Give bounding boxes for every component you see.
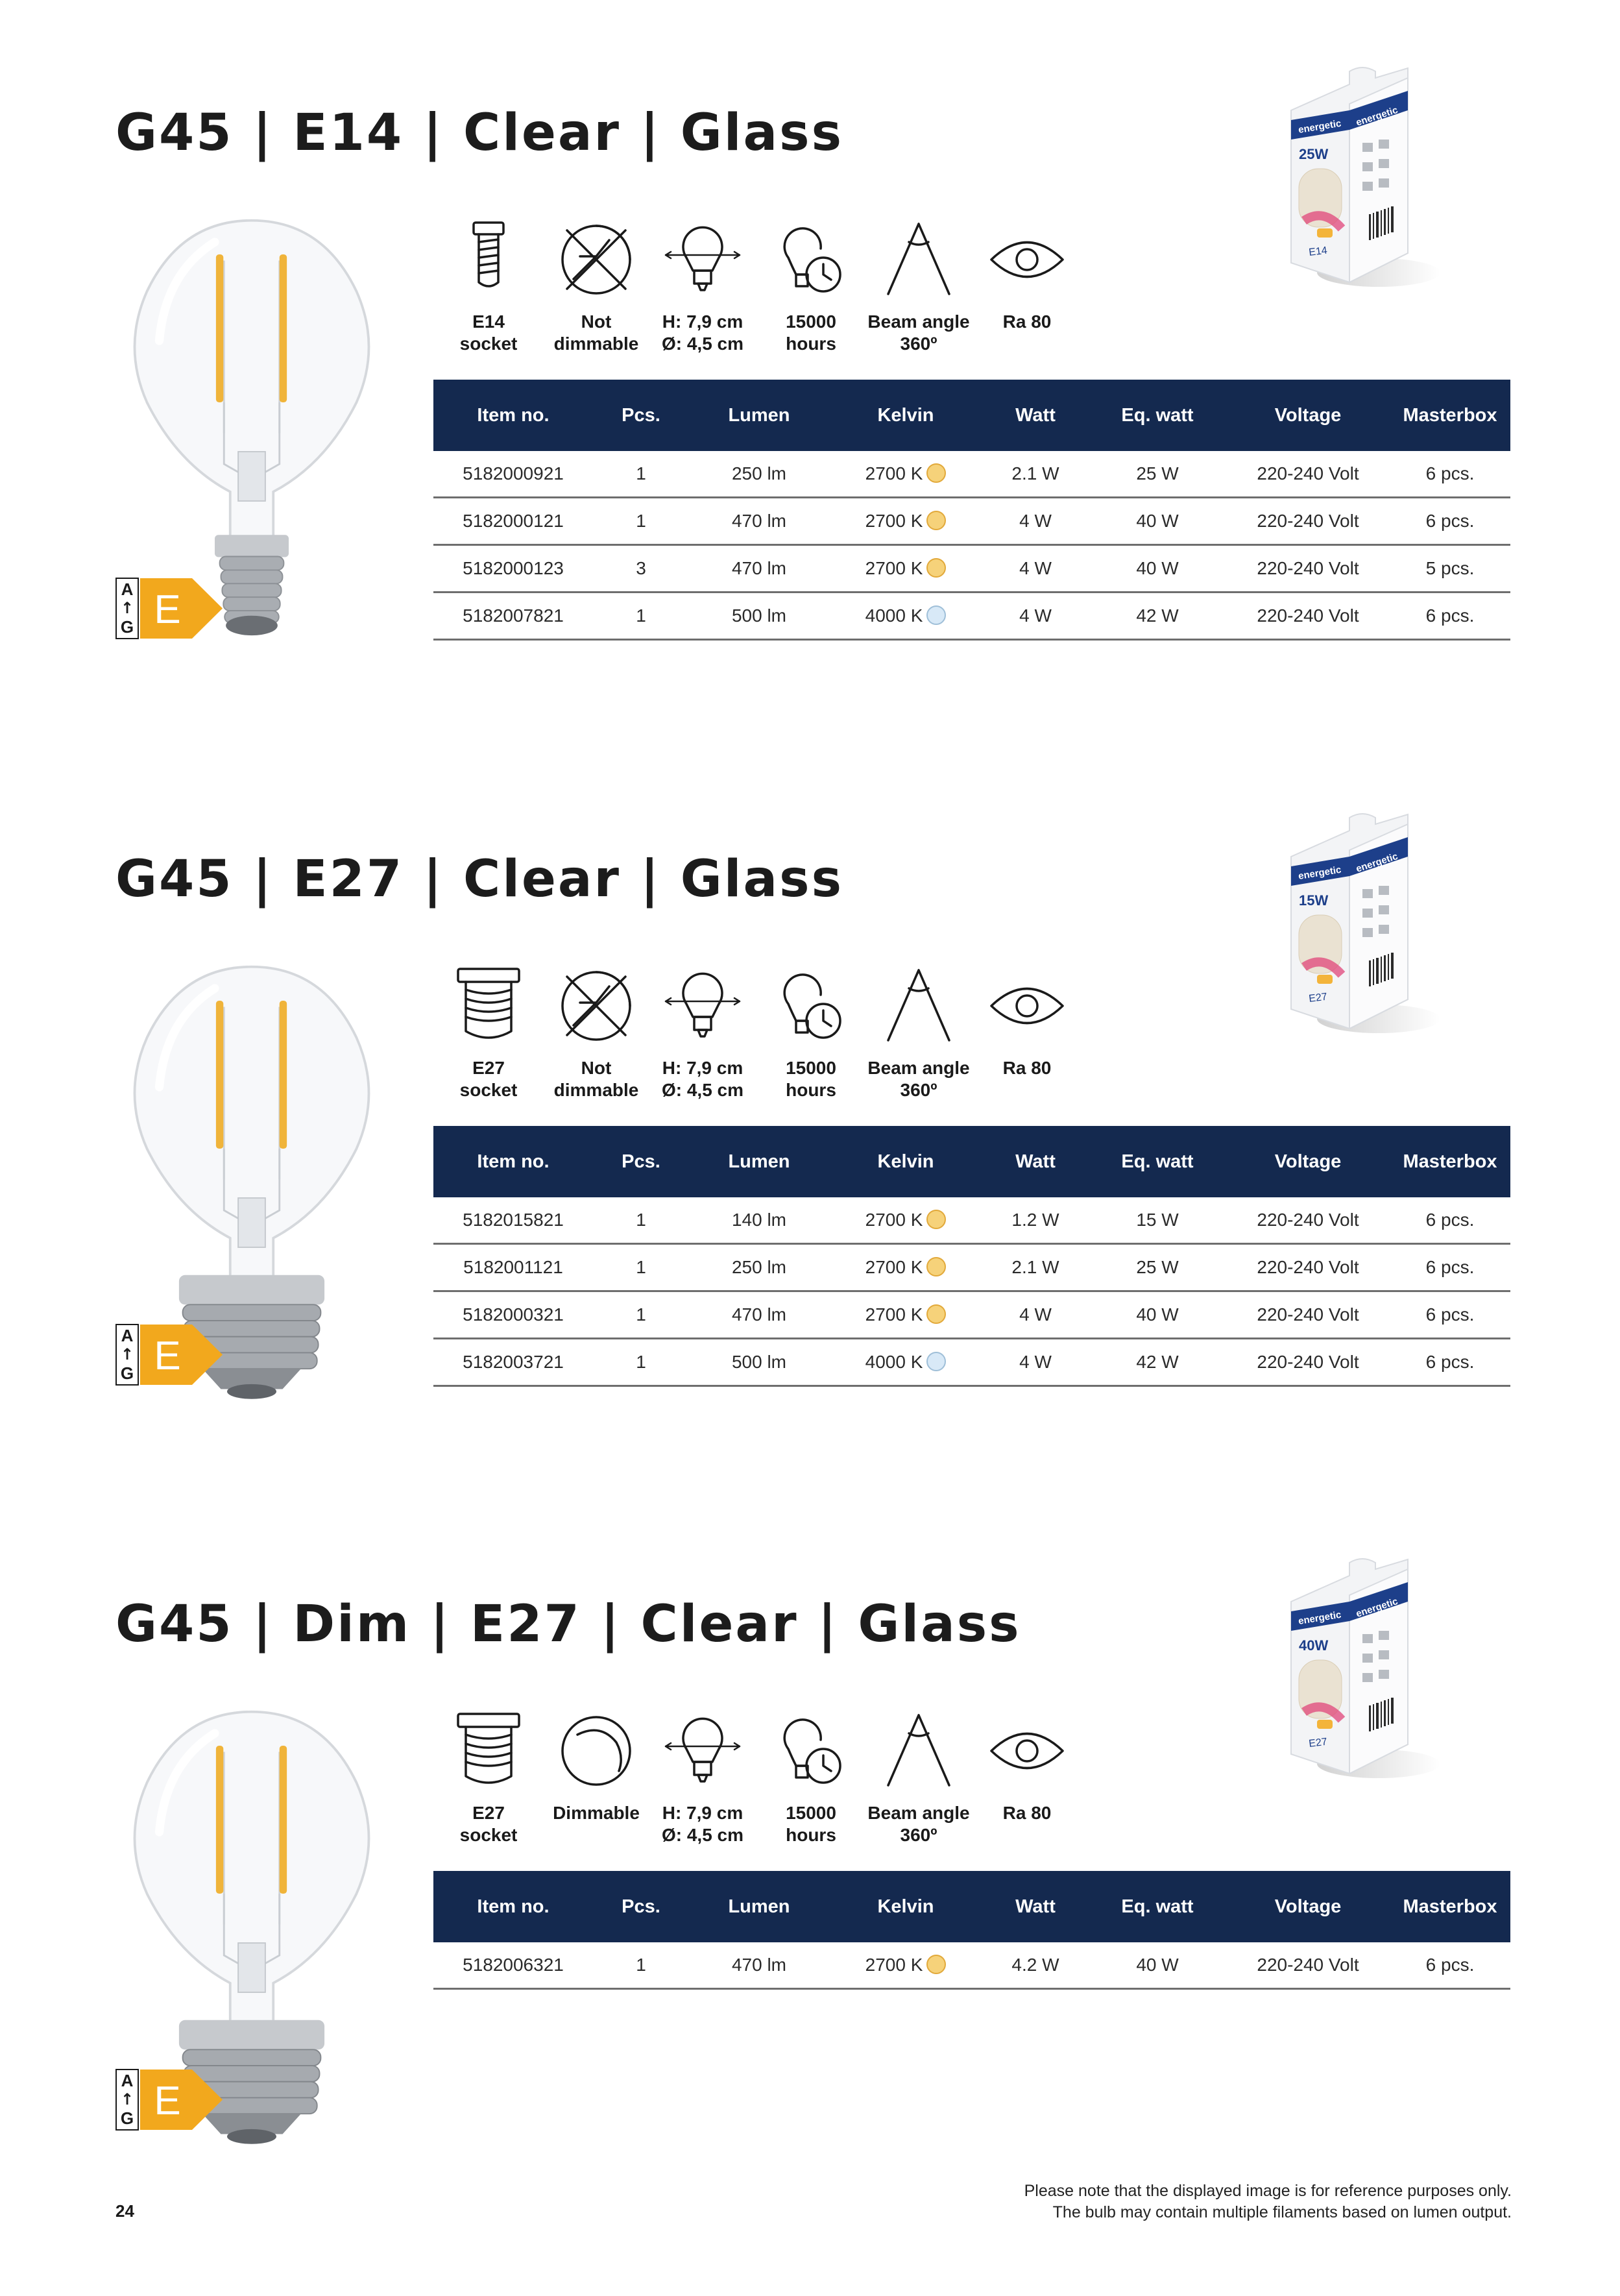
table-cell: [1089, 498, 1226, 545]
box-brand: energetic: [1297, 864, 1342, 882]
filament: [216, 1001, 223, 1149]
cell-value: 220-240 Volt: [1257, 1210, 1359, 1230]
cell-value: 2700 K: [865, 558, 923, 578]
feature-label: Beam angle 360º: [867, 1058, 970, 1100]
warm-light-icon: [926, 1257, 946, 1276]
feature-item: [647, 217, 758, 355]
warm-light-icon: [926, 1304, 946, 1324]
table-cell: [1226, 1339, 1390, 1386]
feature-item: [972, 217, 1082, 333]
energy-bottom: G: [120, 2108, 134, 2128]
product-title: G45 | E27 | Clear | Glass: [115, 850, 844, 909]
table-cell: [829, 1339, 982, 1386]
table-cell: [829, 1244, 982, 1291]
table-row: [433, 1197, 1510, 1244]
feature-item: [541, 964, 651, 1101]
cell-value: 5182006321: [463, 1955, 564, 1975]
cell-value: 4 W: [1019, 605, 1052, 626]
footnote-line: Please note that the displayed image is for reference purposes only.: [1024, 2182, 1512, 2200]
feature-label: H: 7,9 cm Ø: 4,5 cm: [661, 1803, 744, 1845]
cell-value: 6 pcs.: [1425, 1304, 1475, 1325]
table-cell: [689, 545, 829, 592]
ra-eye-icon: [972, 964, 1082, 1048]
table-cell: [433, 545, 593, 592]
table-cell: [689, 498, 829, 545]
cell-value: 6 pcs.: [1425, 1352, 1475, 1372]
cell-value: 15 W: [1136, 1210, 1179, 1230]
table-cell: [433, 592, 593, 640]
table-cell: [1226, 1244, 1390, 1291]
product-title: G45 | E14 | Clear | Glass: [115, 104, 844, 162]
feature-item: [647, 964, 758, 1101]
feature-item: [864, 964, 974, 1101]
cell-value: 1: [636, 1304, 646, 1325]
cool-light-icon: [926, 1352, 946, 1371]
table-cell: [982, 592, 1089, 640]
warm-light-icon: [926, 511, 946, 530]
table-cell: [1226, 1197, 1390, 1244]
energy-grade: E: [154, 587, 181, 632]
energy-grade: E: [154, 1334, 181, 1378]
table-cell: [593, 1291, 689, 1339]
feature-item: [864, 217, 974, 355]
cell-value: 2700 K: [865, 1304, 923, 1325]
feature-item: [864, 1709, 974, 1846]
column-header: Masterbox: [1390, 1871, 1510, 1942]
feature-item: [756, 217, 866, 355]
column-header: Watt: [982, 380, 1089, 451]
warm-light-icon: [926, 1210, 946, 1229]
feature-item: [972, 1709, 1082, 1824]
feature-icons: [433, 1709, 1082, 1871]
table-cell: [593, 545, 689, 592]
table-cell: [1089, 1942, 1226, 1989]
filament: [216, 1746, 223, 1894]
table-cell: [689, 592, 829, 640]
table-cell: [593, 592, 689, 640]
column-header: Watt: [982, 1126, 1089, 1197]
cell-value: 1: [636, 511, 646, 531]
feature-item: [541, 1709, 651, 1824]
box-brand: energetic: [1354, 104, 1399, 128]
cell-value: 470 lm: [731, 558, 787, 578]
cell-value: 4 W: [1019, 558, 1052, 578]
product-title: G45 | Dim | E27 | Clear | Glass: [115, 1595, 1021, 1654]
table-cell: [1089, 1244, 1226, 1291]
column-header: Pcs.: [593, 380, 689, 451]
cell-value: 40 W: [1136, 1304, 1179, 1325]
energy-label-badge: [115, 1324, 226, 1386]
cell-value: 2700 K: [865, 1210, 923, 1230]
box-brand: energetic: [1354, 851, 1399, 875]
beam-angle-icon: [864, 1709, 974, 1793]
table-cell: [689, 451, 829, 498]
feature-icons: [433, 217, 1082, 380]
cell-value: 140 lm: [731, 1210, 787, 1230]
box-brand: energetic: [1297, 117, 1342, 136]
column-header: Kelvin: [829, 1126, 982, 1197]
cell-value: 4 W: [1019, 1352, 1052, 1372]
lifetime-icon: [756, 964, 866, 1048]
cell-value: 4000 K: [865, 605, 923, 626]
table-cell: [982, 1291, 1089, 1339]
box-brand: energetic: [1354, 1596, 1399, 1620]
energy-arrow: ↑: [120, 1345, 134, 1363]
cell-value: 5182001121: [463, 1257, 563, 1277]
energy-top: A: [121, 580, 134, 599]
feature-label: H: 7,9 cm Ø: 4,5 cm: [661, 311, 744, 354]
table-row: [433, 498, 1510, 545]
warm-light-icon: [926, 463, 946, 483]
dimmable-icon: [541, 1709, 651, 1793]
table-cell: [1089, 1339, 1226, 1386]
feature-label: Beam angle 360º: [867, 1803, 970, 1845]
specs-table: [433, 380, 1510, 641]
cell-value: 6 pcs.: [1425, 463, 1475, 483]
table-cell: [982, 1244, 1089, 1291]
feature-item: [647, 1709, 758, 1846]
table-row: [433, 592, 1510, 640]
cell-value: 40 W: [1136, 1955, 1179, 1975]
column-header: Eq. watt: [1089, 380, 1226, 451]
feature-item: [541, 217, 651, 355]
table-cell: [1390, 545, 1510, 592]
feature-item: [756, 964, 866, 1101]
table-cell: [982, 498, 1089, 545]
table-cell: [1089, 592, 1226, 640]
cell-value: 4 W: [1019, 511, 1052, 531]
box-socket: E27: [1308, 991, 1328, 1005]
table-row: [433, 1291, 1510, 1339]
table-cell: [1390, 1291, 1510, 1339]
cell-value: 470 lm: [731, 1955, 787, 1975]
table-cell: [829, 498, 982, 545]
table-cell: [1226, 498, 1390, 545]
cell-value: 6 pcs.: [1425, 511, 1475, 531]
not-dimmable-icon: [541, 217, 651, 302]
feature-item: [433, 964, 544, 1101]
energy-label-badge: [115, 578, 226, 639]
table-cell: [593, 1942, 689, 1989]
table-cell: [689, 1197, 829, 1244]
product-section: [0, 104, 1620, 805]
cell-value: 470 lm: [731, 1304, 787, 1325]
filament: [280, 254, 287, 402]
feature-label: Ra 80: [1002, 1058, 1052, 1078]
filament: [280, 1746, 287, 1894]
table-cell: [433, 1339, 593, 1386]
table-cell: [1390, 1942, 1510, 1989]
table-cell: [689, 1291, 829, 1339]
table-cell: [1226, 545, 1390, 592]
column-header: Pcs.: [593, 1871, 689, 1942]
filament: [216, 254, 223, 402]
feature-label: E14 socket: [459, 311, 518, 354]
not-dimmable-icon: [541, 964, 651, 1048]
table-row: [433, 1339, 1510, 1386]
cell-value: 2.1 W: [1011, 1257, 1059, 1277]
cell-value: 25 W: [1136, 1257, 1179, 1277]
column-header: Voltage: [1226, 1871, 1390, 1942]
table-cell: [829, 1197, 982, 1244]
cell-value: 5182000123: [463, 558, 564, 578]
table-cell: [829, 1291, 982, 1339]
column-header: Item no.: [433, 380, 593, 451]
table-cell: [1390, 451, 1510, 498]
energy-arrow: ↑: [120, 2090, 134, 2108]
cell-value: 42 W: [1136, 1352, 1179, 1372]
cell-value: 1: [636, 1955, 646, 1975]
energy-grade-arrow: [140, 578, 223, 639]
box-brand: energetic: [1297, 1609, 1342, 1627]
table-cell: [433, 1942, 593, 1989]
table-cell: [829, 592, 982, 640]
table-cell: [1390, 1244, 1510, 1291]
feature-label: Not dimmable: [553, 1058, 639, 1100]
cell-value: 1: [636, 1352, 646, 1372]
cell-value: 1.2 W: [1011, 1210, 1059, 1230]
table-cell: [829, 451, 982, 498]
table-cell: [982, 1942, 1089, 1989]
column-header: Kelvin: [829, 380, 982, 451]
cell-value: 3: [636, 558, 646, 578]
table-header-row: [433, 1871, 1510, 1942]
cell-value: 40 W: [1136, 558, 1179, 578]
column-header: Item no.: [433, 1871, 593, 1942]
packaging-box-image: [1265, 58, 1440, 299]
table-row: [433, 1244, 1510, 1291]
cell-value: 25 W: [1136, 463, 1179, 483]
feature-label: Ra 80: [1002, 311, 1052, 332]
cell-value: 6 pcs.: [1425, 1257, 1475, 1277]
column-header: Masterbox: [1390, 1126, 1510, 1197]
specs-table: [433, 1126, 1510, 1387]
packaging-box-image: [1265, 1550, 1440, 1790]
cell-value: 220-240 Volt: [1257, 463, 1359, 483]
e27-socket-icon: [433, 1709, 544, 1793]
dimensions-icon: [647, 217, 758, 302]
cell-value: 2700 K: [865, 463, 923, 483]
table-cell: [433, 1197, 593, 1244]
cell-value: 4000 K: [865, 1352, 923, 1372]
cell-value: 6 pcs.: [1425, 1210, 1475, 1230]
feature-label: Beam angle 360º: [867, 311, 970, 354]
column-header: Lumen: [689, 1126, 829, 1197]
lifetime-icon: [756, 217, 866, 302]
feature-icons: [433, 964, 1082, 1126]
cell-value: 6 pcs.: [1425, 1955, 1475, 1975]
feature-item: [433, 1709, 544, 1846]
filament: [280, 1001, 287, 1149]
table-cell: [1089, 545, 1226, 592]
energy-top: A: [121, 1326, 134, 1345]
column-header: Watt: [982, 1871, 1089, 1942]
column-header: Eq. watt: [1089, 1871, 1226, 1942]
feature-item: [756, 1709, 866, 1846]
cell-value: 5182003721: [463, 1352, 564, 1372]
feature-label: 15000 hours: [786, 1803, 836, 1845]
cell-value: 2700 K: [865, 1257, 923, 1277]
feature-item: [972, 964, 1082, 1079]
cell-value: 220-240 Volt: [1257, 1304, 1359, 1325]
table-cell: [1390, 498, 1510, 545]
energy-arrow: ↑: [120, 599, 134, 617]
cell-value: 40 W: [1136, 511, 1179, 531]
feature-label: Dimmable: [553, 1803, 640, 1823]
cell-value: 250 lm: [731, 1257, 787, 1277]
column-header: Lumen: [689, 1871, 829, 1942]
table-cell: [433, 1291, 593, 1339]
table-cell: [1390, 1197, 1510, 1244]
energy-grade-arrow: [140, 1325, 223, 1385]
column-header: Eq. watt: [1089, 1126, 1226, 1197]
cell-value: 1: [636, 605, 646, 626]
disclaimer-footnote: [1024, 2180, 1512, 2223]
cell-value: 5182007821: [463, 605, 564, 626]
table-row: [433, 451, 1510, 498]
page-number: 24: [115, 2201, 134, 2221]
feature-label: 15000 hours: [786, 1058, 836, 1100]
cell-value: 220-240 Volt: [1257, 1955, 1359, 1975]
footnote-line: The bulb may contain multiple filaments based on lumen output.: [1052, 2203, 1512, 2221]
table-cell: [1226, 451, 1390, 498]
column-header: Kelvin: [829, 1871, 982, 1942]
table-cell: [1226, 1942, 1390, 1989]
cell-value: 4 W: [1019, 1304, 1052, 1325]
specs-table: [433, 1871, 1510, 1990]
warm-light-icon: [926, 558, 946, 578]
cell-value: 220-240 Volt: [1257, 511, 1359, 531]
box-watt: 15W: [1299, 892, 1329, 909]
table-cell: [593, 498, 689, 545]
table-cell: [433, 1244, 593, 1291]
table-header-row: [433, 1126, 1510, 1197]
cell-value: 1: [636, 463, 646, 483]
box-watt: 25W: [1299, 146, 1329, 162]
column-header: Item no.: [433, 1126, 593, 1197]
table-header-row: [433, 380, 1510, 451]
cell-value: 4.2 W: [1011, 1955, 1059, 1975]
table-row: [433, 1942, 1510, 1989]
energy-top: A: [121, 2071, 134, 2090]
ra-eye-icon: [972, 217, 1082, 302]
cell-value: 220-240 Volt: [1257, 1352, 1359, 1372]
energy-grade: E: [154, 2079, 181, 2123]
cell-value: 250 lm: [731, 463, 787, 483]
cell-value: 220-240 Volt: [1257, 558, 1359, 578]
e27-socket-icon: [433, 964, 544, 1048]
column-header: Pcs.: [593, 1126, 689, 1197]
beam-angle-icon: [864, 964, 974, 1048]
column-header: Lumen: [689, 380, 829, 451]
box-socket: E27: [1308, 1736, 1328, 1750]
energy-grade-arrow: [140, 2070, 223, 2130]
table-cell: [593, 451, 689, 498]
cell-value: 1: [636, 1210, 646, 1230]
table-cell: [689, 1244, 829, 1291]
feature-label: Ra 80: [1002, 1803, 1052, 1823]
table-cell: [829, 545, 982, 592]
cell-value: 1: [636, 1257, 646, 1277]
cell-value: 6 pcs.: [1425, 605, 1475, 626]
table-cell: [1089, 1197, 1226, 1244]
feature-label: 15000 hours: [786, 311, 836, 354]
cell-value: 2700 K: [865, 511, 923, 531]
cell-value: 2.1 W: [1011, 463, 1059, 483]
energy-bottom: G: [120, 1363, 134, 1383]
table-cell: [689, 1339, 829, 1386]
cell-value: 2700 K: [865, 1955, 923, 1975]
cell-value: 5182000321: [463, 1304, 564, 1325]
column-header: Masterbox: [1390, 380, 1510, 451]
table-cell: [433, 451, 593, 498]
table-cell: [689, 1942, 829, 1989]
column-header: Voltage: [1226, 1126, 1390, 1197]
box-socket: E14: [1308, 245, 1328, 258]
cell-value: 500 lm: [731, 605, 787, 626]
table-cell: [982, 545, 1089, 592]
table-row: [433, 545, 1510, 592]
table-cell: [982, 1339, 1089, 1386]
table-cell: [982, 1197, 1089, 1244]
energy-bottom: G: [120, 617, 134, 637]
feature-label: E27 socket: [459, 1803, 518, 1845]
table-cell: [1226, 1291, 1390, 1339]
cell-value: 5182015821: [463, 1210, 564, 1230]
cell-value: 220-240 Volt: [1257, 1257, 1359, 1277]
table-cell: [1089, 1291, 1226, 1339]
cell-value: 42 W: [1136, 605, 1179, 626]
table-cell: [1226, 592, 1390, 640]
cell-value: 5182000921: [463, 463, 564, 483]
table-cell: [593, 1197, 689, 1244]
cell-value: 470 lm: [731, 511, 787, 531]
energy-label-badge: [115, 2069, 226, 2131]
lifetime-icon: [756, 1709, 866, 1793]
table-cell: [982, 451, 1089, 498]
table-cell: [433, 498, 593, 545]
beam-angle-icon: [864, 217, 974, 302]
table-cell: [1390, 592, 1510, 640]
feature-item: [433, 217, 544, 355]
cell-value: 500 lm: [731, 1352, 787, 1372]
feature-label: H: 7,9 cm Ø: 4,5 cm: [661, 1058, 744, 1100]
feature-label: E27 socket: [459, 1058, 518, 1100]
cool-light-icon: [926, 605, 946, 625]
ra-eye-icon: [972, 1709, 1082, 1793]
table-cell: [1390, 1339, 1510, 1386]
warm-light-icon: [926, 1955, 946, 1974]
table-cell: [593, 1244, 689, 1291]
dimensions-icon: [647, 1709, 758, 1793]
product-section: [0, 850, 1620, 1551]
packaging-box-image: [1265, 805, 1440, 1045]
dimensions-icon: [647, 964, 758, 1048]
column-header: Voltage: [1226, 380, 1390, 451]
cell-value: 5 pcs.: [1425, 558, 1475, 578]
cell-value: 220-240 Volt: [1257, 605, 1359, 626]
table-cell: [829, 1942, 982, 1989]
table-cell: [593, 1339, 689, 1386]
e14-socket-icon: [433, 217, 544, 302]
feature-label: Not dimmable: [553, 311, 639, 354]
cell-value: 5182000121: [463, 511, 564, 531]
table-cell: [1089, 451, 1226, 498]
box-watt: 40W: [1299, 1637, 1329, 1654]
